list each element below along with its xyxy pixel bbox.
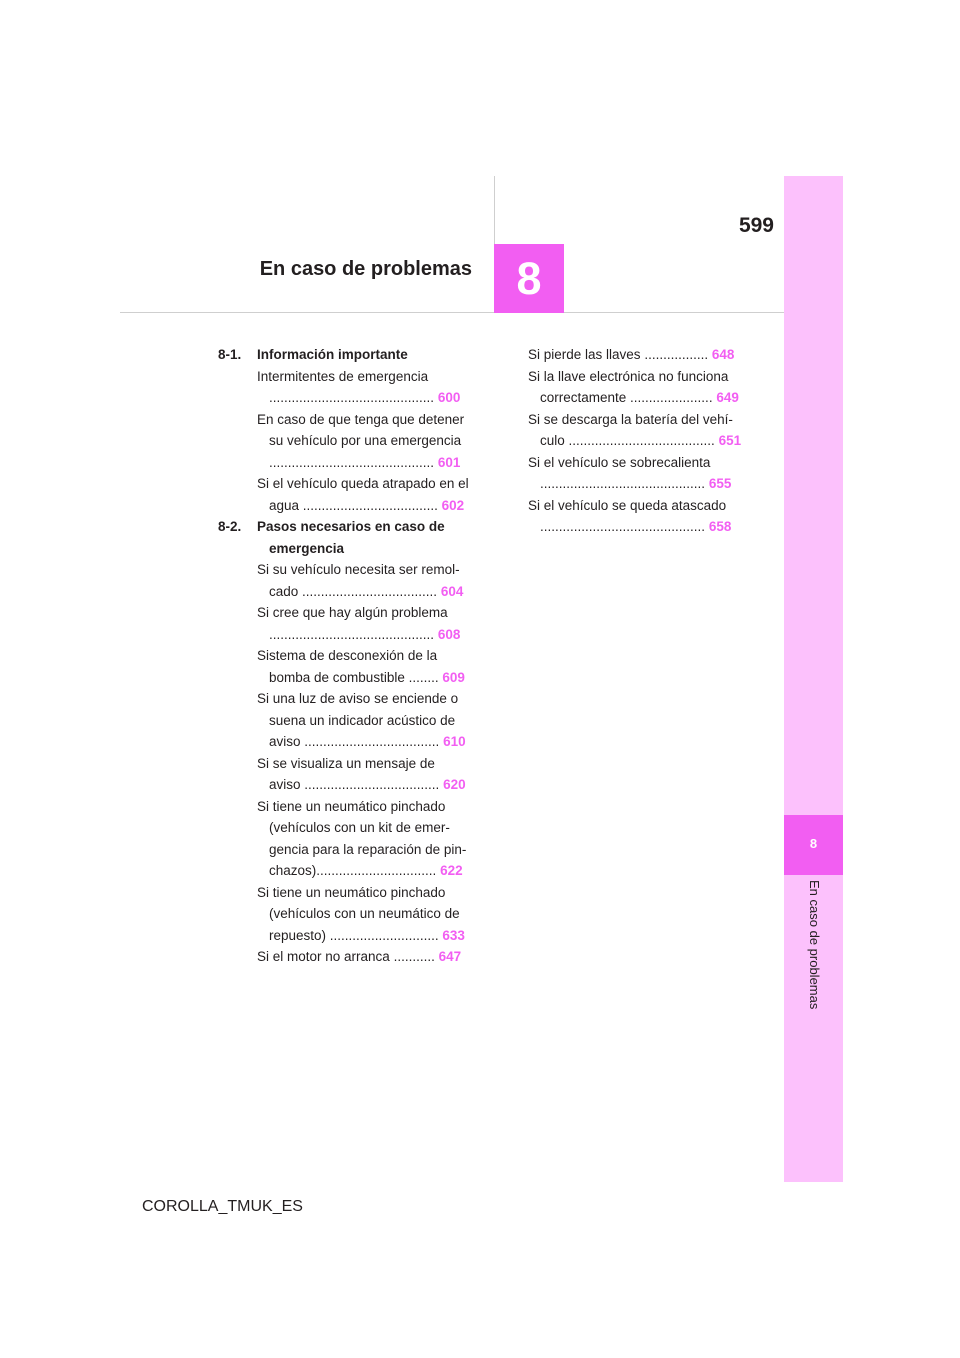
toc-entry-text: Si el vehículo queda atrapado en el: [257, 476, 469, 491]
page-link[interactable]: 602: [441, 497, 465, 513]
toc-entry-text: repuesto): [269, 927, 327, 943]
leader-dots: ....................................: [300, 777, 440, 792]
toc-entry-text: Intermitentes de emergencia: [257, 368, 429, 384]
page-link[interactable]: 658: [708, 519, 732, 534]
section-title: Pasos necesarios en caso de: [257, 519, 445, 534]
toc-entry-text: Si tiene un neumático pinchado: [257, 798, 446, 814]
document-code: COROLLA_TMUK_ES: [142, 1198, 303, 1215]
toc-entry-609[interactable]: [257, 645, 468, 688]
page-link[interactable]: 633: [442, 927, 465, 943]
toc-entry-text: Si la llave electrónica no funciona: [528, 368, 729, 384]
leader-dots: .................: [640, 347, 709, 362]
section-title: Información importante: [257, 347, 408, 362]
leader-dots: ....................................: [298, 583, 438, 599]
toc-entry-text: En caso de que tenga que detener: [257, 411, 465, 427]
toc-entry-text: Si el vehículo se queda atascado: [528, 497, 727, 513]
leader-dots: ............................................: [540, 476, 706, 491]
toc-entry-602[interactable]: [257, 473, 468, 516]
page-link[interactable]: 600: [437, 390, 461, 405]
page-link[interactable]: 601: [437, 454, 461, 470]
leader-dots: ............................................: [269, 626, 435, 642]
side-tab-number: 8: [809, 836, 818, 851]
page-link[interactable]: 655: [708, 476, 732, 491]
toc-entry-text: cado: [269, 583, 299, 599]
header-divider-horizontal: [120, 312, 784, 313]
page-link[interactable]: 604: [440, 583, 464, 599]
page-link[interactable]: 610: [443, 734, 466, 749]
section-number: 8-1.: [218, 347, 242, 362]
page-number: 599: [738, 214, 774, 237]
toc-entry-text: aviso: [269, 734, 301, 749]
page-link[interactable]: 647: [438, 949, 462, 964]
toc-entry-text: su vehículo por una emergencia: [269, 433, 462, 448]
toc-entry-648[interactable]: [528, 344, 740, 366]
toc-entry-text: Si se descarga la batería del vehí-: [528, 411, 733, 427]
page-link[interactable]: 649: [716, 390, 739, 405]
leader-dots: .......................................: [564, 433, 715, 448]
toc-entry-610[interactable]: [257, 688, 468, 753]
leader-dots: .............................: [326, 927, 439, 943]
page-link[interactable]: 608: [437, 626, 461, 642]
page-link[interactable]: 620: [443, 777, 466, 792]
leader-dots: ............................................: [269, 454, 435, 470]
toc-entry-658[interactable]: [528, 495, 740, 538]
toc-entry-651[interactable]: [528, 409, 740, 452]
toc-entry-text: chazos): [269, 863, 317, 878]
toc-entry-text: Si tiene un neumático pinchado: [257, 884, 446, 900]
page-link[interactable]: 648: [711, 347, 735, 362]
toc-column-right: [528, 344, 740, 538]
toc-entry-text: (vehículos con un kit de emer-: [269, 820, 450, 835]
toc-entry-text: Sistema de desconexión de la: [257, 648, 438, 663]
toc-entry-608[interactable]: [257, 602, 468, 645]
section-heading-8-1: [218, 344, 468, 366]
toc-entry-633[interactable]: [257, 882, 468, 947]
side-tab-label: En caso de problemas: [807, 880, 822, 1010]
toc-entry-655[interactable]: [528, 452, 740, 495]
toc-entry-text: bomba de combustible: [269, 669, 405, 685]
leader-dots: ...........: [389, 949, 435, 964]
page-link[interactable]: 651: [718, 433, 742, 448]
toc-entry-text: agua: [269, 497, 300, 513]
page-link[interactable]: 622: [440, 863, 463, 878]
toc-entry-text: aviso: [269, 777, 301, 792]
leader-dots: ....................................: [300, 734, 440, 749]
toc-entry-647[interactable]: [257, 946, 468, 968]
leader-dots: ............................................: [269, 390, 435, 405]
toc-entry-text: Si pierde las llaves: [528, 347, 641, 362]
section-title: emergencia: [269, 540, 345, 556]
leader-dots: ................................: [316, 863, 437, 878]
toc-entry-text: (vehículos con un neumático de: [269, 906, 460, 921]
section-number: 8-2.: [218, 519, 242, 534]
toc-entry-601[interactable]: [257, 409, 468, 474]
section-title-wrap: [257, 516, 468, 559]
page-link[interactable]: 609: [442, 669, 465, 685]
leader-dots: ............................................: [540, 519, 706, 534]
toc-entry-620[interactable]: [257, 753, 468, 796]
toc-entry-text: Si una luz de aviso se enciende o: [257, 691, 459, 706]
toc-entry-text: Si el vehículo se sobrecalienta: [528, 454, 711, 470]
toc-entry-text: gencia para la reparación de pin-: [269, 841, 467, 857]
side-tab: [784, 176, 843, 1182]
toc-entry-text: Si se visualiza un mensaje de: [257, 755, 435, 771]
leader-dots: ........: [404, 669, 439, 685]
toc-entry-text: correctamente: [540, 390, 627, 405]
chapter-number-badge: 8: [494, 244, 564, 313]
toc-entry-604[interactable]: [257, 559, 468, 602]
leader-dots: ......................: [626, 390, 713, 405]
toc-entry-649[interactable]: [528, 366, 740, 409]
toc-entry-text: culo: [540, 433, 565, 448]
toc-entry-text: Si cree que hay algún problema: [257, 605, 448, 620]
section-heading-8-2: [218, 516, 468, 559]
leader-dots: ....................................: [299, 497, 438, 513]
toc-entry-text: suena un indicador acústico de: [269, 712, 456, 728]
side-tab-label-wrap: [784, 880, 843, 1025]
header-divider-vertical: [494, 176, 495, 244]
toc-entry-622[interactable]: [257, 796, 468, 882]
toc-entry-text: Si el motor no arranca: [257, 949, 390, 964]
chapter-title: En caso de problemas: [259, 258, 472, 280]
toc-entry-text: Si su vehículo necesita ser remol-: [257, 562, 460, 577]
toc-column-left: [218, 344, 468, 968]
toc-entry-600[interactable]: [257, 366, 468, 409]
